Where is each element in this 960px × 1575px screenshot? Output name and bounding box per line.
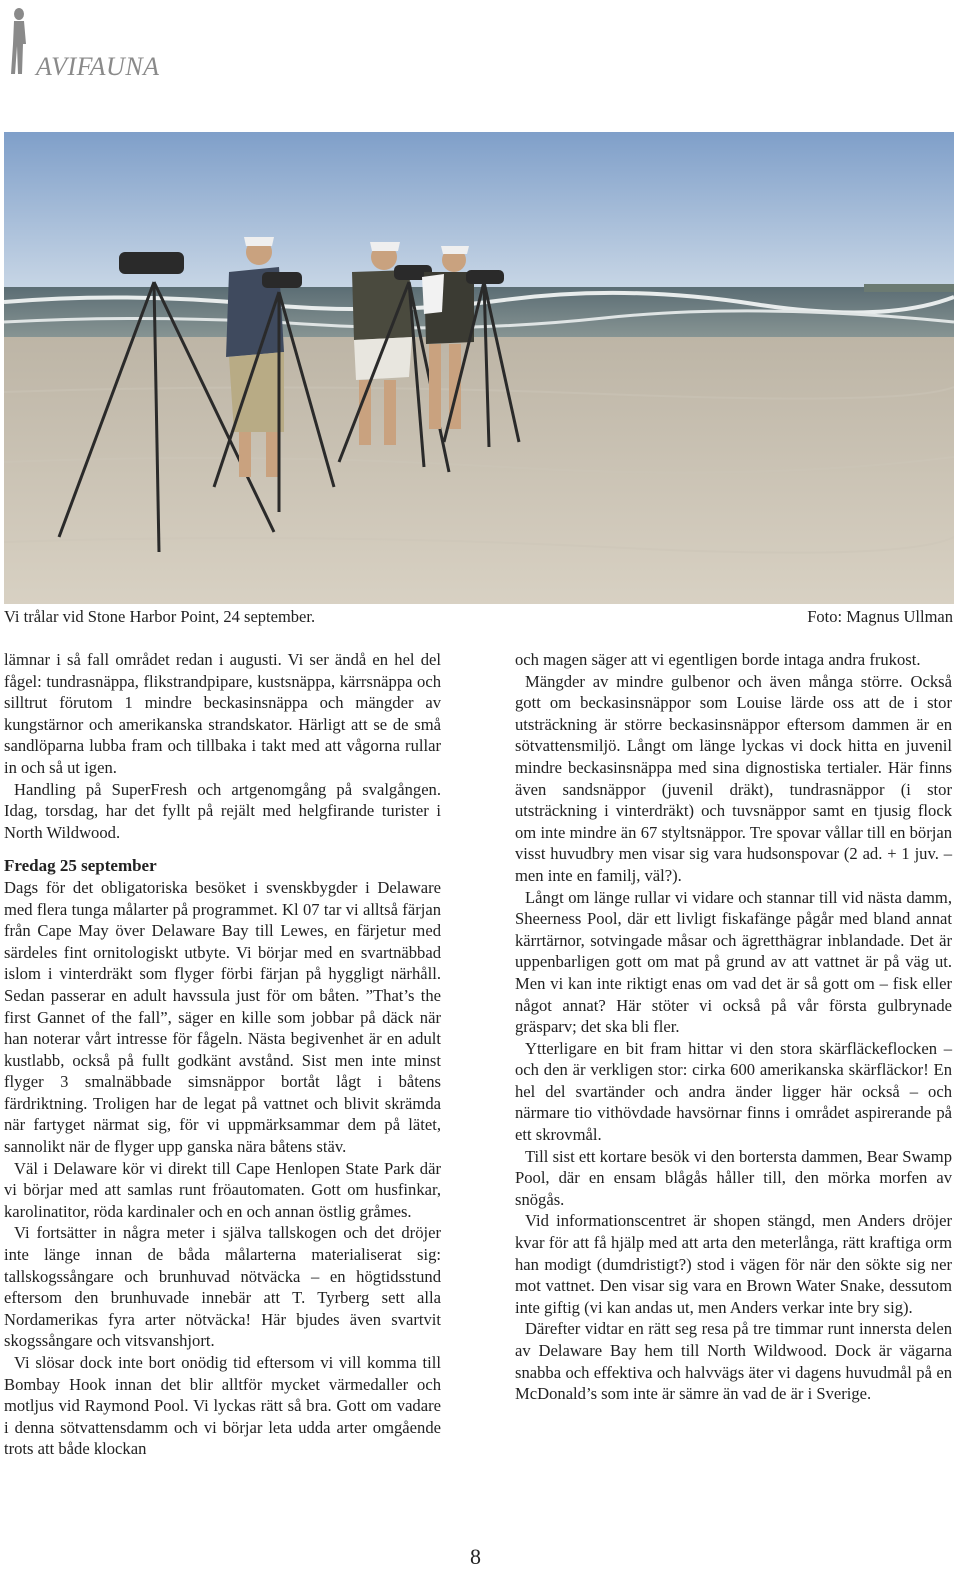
section-heading: Fredag 25 september (4, 856, 157, 876)
paragraph: Väl i Delaware kör vi direkt till Cape Henlopen State Park där vi börjar med att samlas runt fröautomaten. Gott om husfinkar, karolinatitor, röda kardinaler och en och annan östlig gråmes. (4, 1158, 441, 1221)
paragraph: Dags för det obligatoriska besöket i svenskbygder i Delaware med flera tunga målarter på programmet. Kl 07 tar vi alltså färjan från Cape May över Delaware Bay till Lewes, en färjetur med särdeles fint ornitologiskt utbyte. Vi börjar med en svartnäbbad islom i vinterdräkt som flyger förbi färjan på hyggligt närhåll. Sedan passerar en adult havssula just för om båten. ”That’s the first Gannet of the fall”, säger en kille som jobbar på däck när han noterar vårt intresse för fågeln. Nästa begivenhet är en adult kustlabb, också på fullt godkänt avstånd. Sist men inte minst flyger 3 smalnäbbade simsnäppor bortåt lågt i båtens färdriktning. Troligen har de legat på vattnet och blivit skrämda när fartyget närmat sig, för vi uppmärksammar dem på lätet, sannolikt när de flyger upp ganska nära båtens stäv. (4, 877, 441, 1157)
paragraph: lämnar i så fall området redan i augusti. Vi ser ändå en hel del fågel: tundrasnäppa, flikstrandpipare, kustsnäppa, kärrsnäppa och silltrut förutom 1 mindre beckasinsnäppa och mängder av kungstärnor och amerikanska strandskator. Härligt att se de små sandlöparna lubba fram och tillbaka i takt med att vågorna rullar in och så ut igen. (4, 650, 441, 777)
right-column (515, 649, 952, 1405)
bird-watcher-silhouette-icon (4, 4, 34, 80)
paragraph: Vi fortsätter in några meter i själva tallskogen och det dröjer inte länge innan de båda målarterna materialiserat sig: tallskogssångare och brunhuvad nötväcka – en högtidsstund eftersom den brunhuvade innebär att T. Tyrberg sett alla Nordamerikas fyra arter nötväcka! Här bjudes även svartvit skogssångare och vitsvanshjort. (4, 1223, 441, 1351)
paragraph: Vid informationscentret är shopen stängd, men Anders dröjer kvar för att få hjälp med att arta den meterlånga, rätt kraftiga orm han modigt (dumdristigt?) stod i vägen för när den sökte sig ner mot vattnet. Den visar sig vara en Brown Water Snake, dessutom inte giftig (vi kan andas ut, men Anders verkar inte bry sig). (515, 1211, 952, 1317)
paragraph: Därefter vidtar en rätt seg resa på tre timmar runt innersta delen av Delaware Bay hem till North Wildwood. Dock är vägarna snabba och effektiva och halvvägs äter vi dagens huvudmål på en McDonald’s som inte är sämre än vad de är i Sverige. (515, 1319, 952, 1404)
paragraph: Mängder av mindre gulbenor och även många större. Också gott om beckasinsnäppor som Louise lärde oss att de i stor utsträckning är större beckasinsnäppor eftersom dammen är en sötvattensmiljö. Långt om länge lyckas vi dock hitta en juvenil mindre beckasinsnäppa med sina dignostiska tertialer. Här finns även sandsnäppor (juvenil dräkt), tundrasnäppor (i stor utsträckning i vinterdräkt) och tuvsnäppor samt en tjusig flock om inte mindre än 67 styltsnäppor. Tre spovar vållar till en början visst huvudbry men visar sig vara hudsonspovar (2 ad. + 1 juv. – men inte en familj, väl?). (515, 671, 952, 885)
avifauna-logo (4, 4, 184, 80)
paragraph: Handling på SuperFresh och artgenomgång på svalgången. Idag, torsdag, har det fyllt på rejält med helgfirande turister i North Wildwood. (4, 779, 441, 842)
paragraph: Ytterligare en bit fram hittar vi den stora skärfläckeflocken – och den är verkligen stor: cirka 600 amerikanska skärfläckor! En hel del svartänder och andra änder ligger här också – och närmare tio vithövdade havsörnar finns i området aspirerande på ett skrovmål. (515, 1038, 952, 1145)
photo-caption: Vi trålar vid Stone Harbor Point, 24 september. (4, 607, 316, 626)
page-number: 8 (470, 1544, 481, 1569)
left-column (4, 649, 441, 1460)
paragraph: Vi slösar dock inte bort onödig tid eftersom vi vill komma till Bombay Hook innan det blir alltför mycket värmedaller och motljus vid Raymond Pool. Vi lyckas rätt så bra. Gott om vadare i denna sötvattensdamm och vi börjar leta udda arter omgående trots att både klockan (4, 1353, 441, 1459)
paragraph: Till sist ett kortare besök vi den bortersta dammen, Bear Swamp Pool, där en ensam blågås håller till, den mörka morfen av snögås. (515, 1146, 952, 1209)
beach-photo (4, 132, 954, 604)
photo-credit: Foto: Magnus Ullman (807, 607, 953, 626)
logo-text: AVIFAUNA (36, 52, 160, 81)
paragraph: Långt om länge rullar vi vidare och stannar till vid nästa damm, Sheerness Pool, där ett livligt fiskafänge pågår med bland annat kärrtärnor, sotvingade måsar och ägretthägrar inblandade. Det är uppenbarligen gott om mat på grund av att vattnet är på väg ut. Men vi kan inte riktigt enas om vad det är så gott om – fisk eller något annat? Här stöter vi också på vår första gulbrynade gräsparv; det ska bli fler. (515, 887, 952, 1037)
paragraph: och magen säger att vi egentligen borde intaga andra frukost. (515, 650, 921, 669)
